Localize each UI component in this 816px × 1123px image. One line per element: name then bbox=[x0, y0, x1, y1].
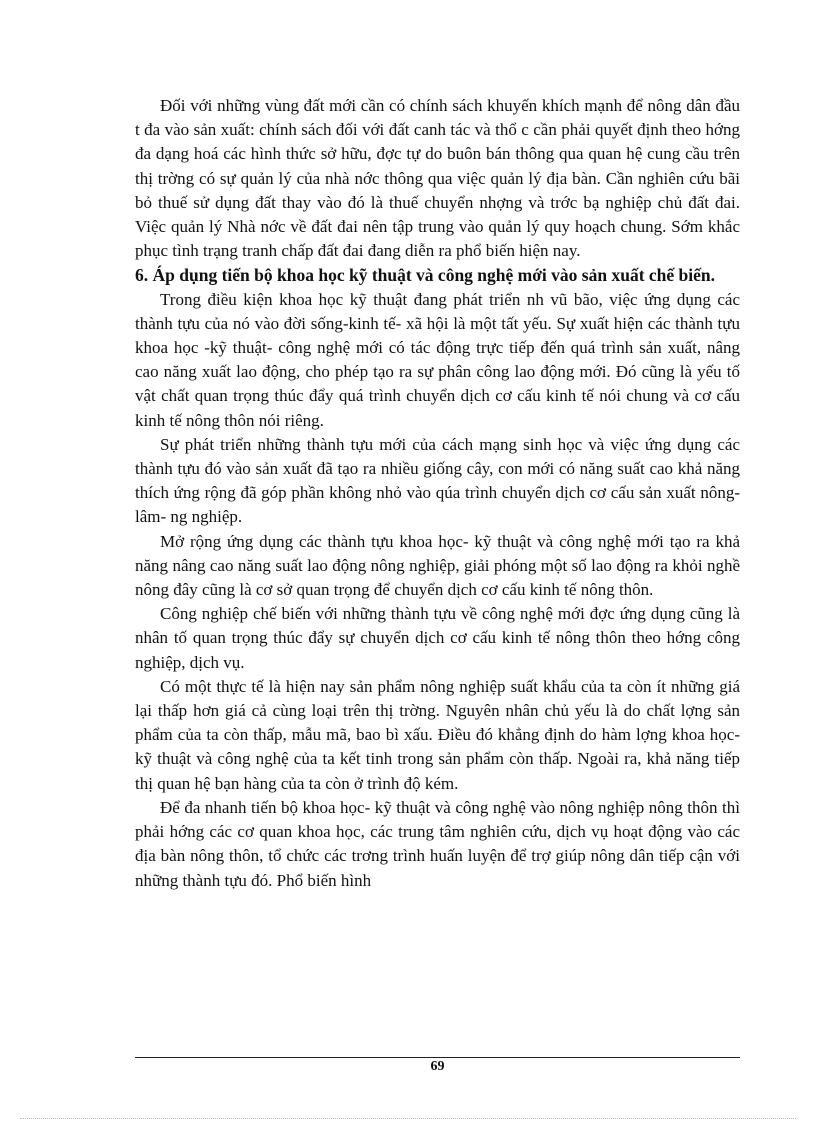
document-body bbox=[135, 94, 740, 893]
page-bottom-dotted-line bbox=[20, 1118, 796, 1119]
paragraph-biology-revolution: Sự phát triển những thành tựu mới của cách mạng sinh học và việc ứng dụng các thành tựu đó vào sản xuất đã tạo ra nhiều giống cây, con mới có năng suất cao khả năng thích ứng rộng đã góp phần không nhỏ vào qúa trình chuyển dịch cơ cấu sản xuất nông- lâm- ng nghiệp. bbox=[135, 434, 740, 527]
section-heading-6: 6. Áp dụng tiến bộ khoa học kỹ thuật và công nghệ mới vào sản xuất chế biến. bbox=[135, 265, 716, 286]
paragraph-processing-industry: Công nghiệp chế biến với những thành tựu về công nghệ mới đợc ứng dụng cũng là nhân tố quan trọng thúc đẩy sự chuyển dịch cơ cấu kinh tế nông thôn theo hớng công nghiệp, dịch vụ. bbox=[135, 604, 740, 672]
paragraph-science-conditions: Trong điều kiện khoa học kỹ thuật đang phát triển nh vũ bão, việc ứng dụng các thành tựu của nó vào đời sống-kinh tế- xã hội là một tất yếu. Sự xuất hiện các thành tựu khoa học -kỹ thuật- công nghệ mới có tác động trực tiếp đến quá trình sản xuất, nâng cao năng xuất lao động, cho phép tạo ra sự phân công lao động mới. Đó cũng là yếu tố vật chất quan trọng thúc đẩy quá trình chuyển dịch cơ cấu kinh tế nói chung và cơ cấu kinh tế nông thôn nói riêng. bbox=[135, 289, 740, 430]
paragraph-export-reality: Có một thực tế là hiện nay sản phẩm nông nghiệp suất khẩu của ta còn ít những giá lại thấp hơn giá cả cùng loại trên thị trờng. Nguyên nhân chủ yếu là do chất lợng sản phẩm của ta còn thấp, mẫu mã, bao bì xấu. Điều đó khẳng định do hàm lợng khoa học- kỹ thuật và công nghệ của ta kết tinh trong sản phẩm còn thấp. Ngoài ra, khả năng tiếp thị quan hệ bạn hàng của ta còn ở trình độ kém. bbox=[135, 676, 740, 793]
paragraph-bring-progress: Để đa nhanh tiến bộ khoa học- kỹ thuật và công nghệ vào nông nghiệp nông thôn thì phải hớng các cơ quan khoa học, các trung tâm nghiên cứu, dịch vụ hoạt động vào các địa bàn nông thôn, tổ chức các trơng trình huấn luyện để trợ giúp nông dân tiếp cận với những thành tựu đó. Phổ biến hình bbox=[135, 797, 740, 890]
paragraph-expand-applications: Mở rộng ứng dụng các thành tựu khoa học- kỹ thuật và công nghệ mới tạo ra khả năng nâng cao năng suất lao động nông nghiệp, giải phóng một số lao động ra khỏi nghề nông đây cũng là cơ sở quan trọng để chuyển dịch cơ cấu kinh tế nông thôn. bbox=[135, 531, 740, 600]
footer-rule bbox=[135, 1057, 740, 1058]
paragraph-land-policy: Đối với những vùng đất mới cần có chính sách khuyến khích mạnh để nông dân đầu t đa vào sản xuất: chính sách đối với đất canh tác và thổ c cần phải quyết định theo hớng đa dạng hoá các hình thức sở hữu, đợc tự do buôn bán thông qua quan hệ cung cầu trên thị trờng có sự quản lý của nhà nớc thông qua việc quản lý địa bàn. Cần nghiên cứu bãi bỏ thuế sử dụng đất thay vào đó là thuế chuyển nhợng và trớc bạ nghiệp chủ đất đai. Việc quản lý Nhà nớc về đất đai nên tập trung vào quản lý quy hoạch chung. Sớm khắc phục tình trạng tranh chấp đất đai đang diễn ra phổ biến hiện nay. bbox=[135, 96, 740, 261]
page-number: 69 bbox=[430, 1059, 445, 1074]
